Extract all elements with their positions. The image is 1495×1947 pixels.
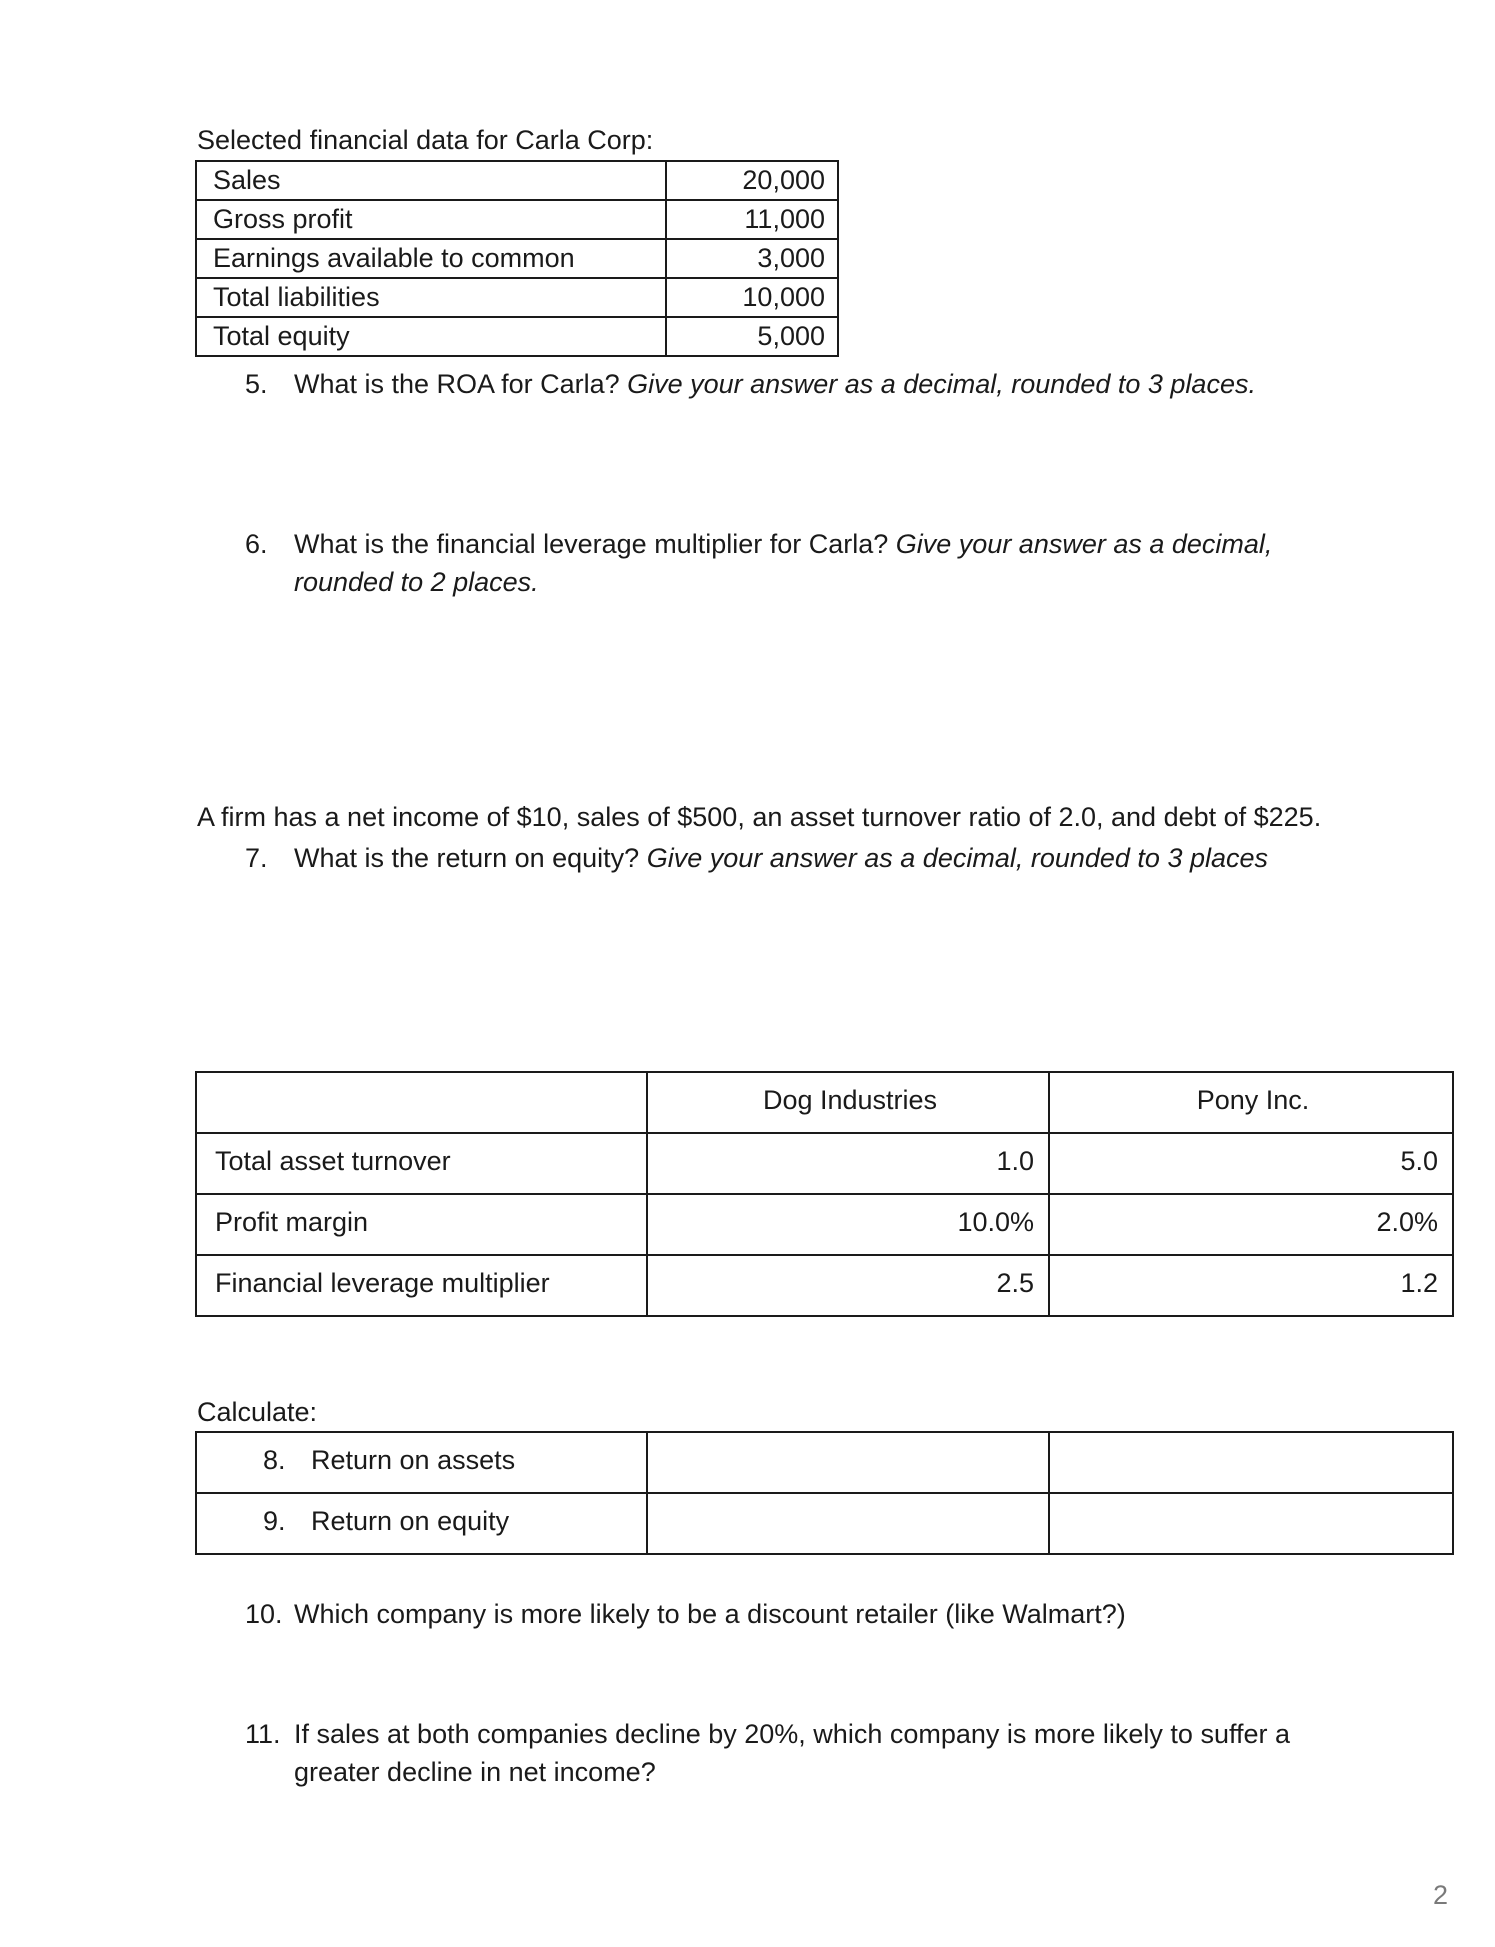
- row-label: Profit margin: [196, 1194, 647, 1255]
- page-number: 2: [1433, 1880, 1449, 1910]
- calc-label: Return on equity: [311, 1506, 510, 1536]
- question-10: [245, 1597, 1126, 1631]
- row-value: 20,000: [666, 161, 838, 200]
- dog-value: 10.0%: [647, 1194, 1049, 1255]
- table-row: [196, 161, 838, 200]
- row-label: Gross profit: [196, 200, 666, 239]
- calculate-table: [195, 1431, 1454, 1555]
- question-instruction: Give your answer as a decimal, rounded to 3 places.: [627, 369, 1256, 399]
- question-5: [245, 367, 1256, 401]
- answer-cell-pony[interactable]: [1049, 1432, 1453, 1493]
- dog-value: 2.5: [647, 1255, 1049, 1316]
- answer-cell-dog[interactable]: [647, 1432, 1049, 1493]
- question-number: 10.: [245, 1599, 283, 1629]
- question-6: [245, 527, 1272, 561]
- table-row: [196, 1432, 1453, 1493]
- calc-label: Return on assets: [311, 1445, 516, 1475]
- dog-value: 1.0: [647, 1133, 1049, 1194]
- table-row: [196, 317, 838, 356]
- row-label: Total liabilities: [196, 278, 666, 317]
- question-number: 7.: [245, 843, 268, 873]
- question-text: What is the financial leverage multiplier for Carla?: [294, 529, 896, 559]
- row-value: 5,000: [666, 317, 838, 356]
- calculate-heading: Calculate:: [197, 1397, 318, 1427]
- question-text: What is the return on equity?: [294, 843, 647, 873]
- question-number: 8.: [263, 1445, 286, 1475]
- question-number: 9.: [263, 1506, 286, 1536]
- question-text: If sales at both companies decline by 20%, which company is more likely to suffer a: [294, 1719, 1290, 1749]
- row-value: 10,000: [666, 278, 838, 317]
- firm-intro: A firm has a net income of $10, sales of $500, an asset turnover ratio of 2.0, and debt of $225.: [197, 802, 1322, 832]
- question-text: Which company is more likely to be a discount retailer (like Walmart?): [294, 1599, 1126, 1629]
- answer-cell-dog[interactable]: [647, 1493, 1049, 1554]
- pony-value: 1.2: [1049, 1255, 1453, 1316]
- question-number: 6.: [245, 529, 268, 559]
- pony-value: 5.0: [1049, 1133, 1453, 1194]
- table-row: [196, 1194, 1453, 1255]
- table-row: [196, 278, 838, 317]
- row-label: Financial leverage multiplier: [196, 1255, 647, 1316]
- row-value: 11,000: [666, 200, 838, 239]
- question-7: [245, 841, 1268, 875]
- table-row: [196, 1493, 1453, 1554]
- question-number: 5.: [245, 369, 268, 399]
- row-value: 3,000: [666, 239, 838, 278]
- table-row: [196, 239, 838, 278]
- question-11-continued: greater decline in net income?: [294, 1757, 656, 1787]
- question-instruction: Give your answer as a decimal, rounded to 3 places: [646, 843, 1269, 873]
- question-number: 11.: [245, 1719, 281, 1749]
- header-pony-inc: Pony Inc.: [1049, 1072, 1453, 1133]
- header-cell-empty: [196, 1072, 647, 1133]
- question-text: What is the ROA for Carla?: [294, 369, 628, 399]
- row-label: Sales: [196, 161, 666, 200]
- calc-row-label: [196, 1493, 647, 1554]
- calc-row-label: [196, 1432, 647, 1493]
- table-row: [196, 200, 838, 239]
- question-6-instruction-continued: rounded to 2 places.: [294, 567, 539, 597]
- question-instruction: Give your answer as a decimal,: [895, 529, 1273, 559]
- question-11: [245, 1717, 1290, 1751]
- carla-financial-table: [195, 160, 839, 357]
- row-label: Earnings available to common: [196, 239, 666, 278]
- table-header-row: [196, 1072, 1453, 1133]
- carla-heading: Selected financial data for Carla Corp:: [197, 125, 654, 155]
- header-dog-industries: Dog Industries: [647, 1072, 1049, 1133]
- row-label: Total asset turnover: [196, 1133, 647, 1194]
- table-row: [196, 1133, 1453, 1194]
- comparison-table: [195, 1071, 1454, 1317]
- table-row: [196, 1255, 1453, 1316]
- answer-cell-pony[interactable]: [1049, 1493, 1453, 1554]
- pony-value: 2.0%: [1049, 1194, 1453, 1255]
- row-label: Total equity: [196, 317, 666, 356]
